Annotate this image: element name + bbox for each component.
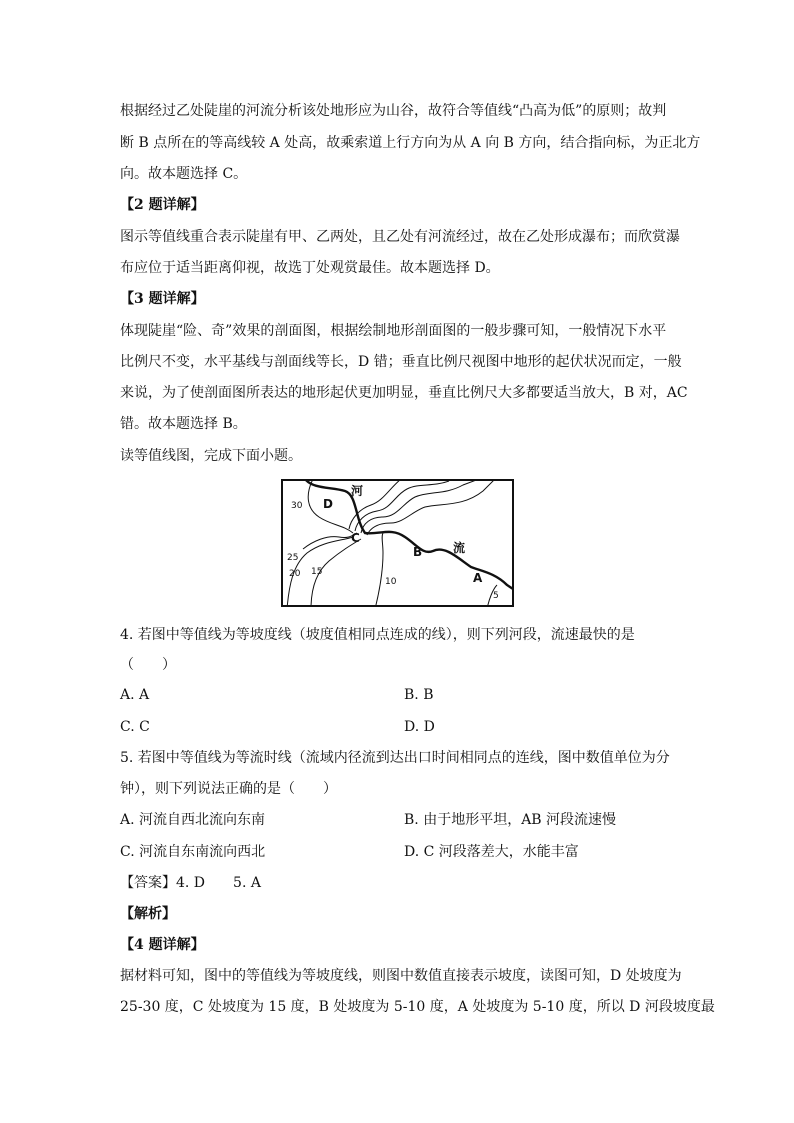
river-line bbox=[305, 481, 514, 591]
paragraph-4-line-2: 25-30 度，C 处坡度为 15 度，B 处坡度为 5-10 度，A 处坡度为 5-10 度，所以 D 河段坡度最 bbox=[120, 999, 715, 1015]
heading-q2-explanation: 【2 题详解】 bbox=[120, 197, 205, 213]
label-contour-10: 10 bbox=[385, 577, 397, 587]
paragraph-2-line-1: 图示等值线重合表示陡崖有甲、乙两处，且乙处有河流经过，故在乙处形成瀑布；而欣赏瀑 bbox=[120, 229, 680, 245]
q4-option-a: A. A bbox=[120, 687, 150, 703]
paragraph-1-line-2: 断 B 点所在的等高线较 A 处高，故乘索道上行方向为从 A 向 B 方向，结合指向标，为正北方 bbox=[120, 135, 701, 151]
q5-option-d: D. C 河段落差大，水能丰富 bbox=[404, 844, 579, 860]
label-point-d: D bbox=[323, 497, 333, 511]
q4-stem-line-1: 4. 若图中等值线为等坡度线（坡度值相同点连成的线），则下列河段，流速最快的是 bbox=[120, 627, 635, 643]
label-river-he: 河 bbox=[351, 484, 364, 498]
label-contour-30: 30 bbox=[291, 501, 303, 511]
paragraph-2-line-2: 布应位于适当距离仰视，故选丁处观赏最佳。故本题选择 D。 bbox=[120, 260, 500, 276]
paragraph-1-line-3: 向。故本题选择 C。 bbox=[120, 166, 248, 182]
contour-10 bbox=[375, 533, 383, 607]
label-contour-5: 5 bbox=[493, 591, 499, 601]
contour-upper-3 bbox=[367, 481, 495, 535]
paragraph-3-line-3: 来说，为了使剖面图所表达的地形起伏更加明显，垂直比例尺大多都要适当放大，B 对，AC bbox=[120, 385, 688, 401]
contour-lines bbox=[283, 481, 514, 607]
q5-option-a: A. 河流自西北流向东南 bbox=[120, 812, 266, 828]
q5-option-b: B. 由于地形平坦，AB 河段流速慢 bbox=[404, 812, 617, 828]
q4-option-d: D. D bbox=[404, 719, 435, 735]
paragraph-4-line-1: 据材料可知，图中的等值线为等坡度线，则图中数值直接表示坡度，读图可知，D 处坡度为 bbox=[120, 968, 682, 984]
answer-line: 【答案】4. D 5. A bbox=[120, 875, 261, 891]
q5-stem-line-1: 5. 若图中等值线为等流时线（流域内径流到达出口时间相同点的连线，图中数值单位为分 bbox=[120, 750, 670, 766]
figure-intro: 读等值线图，完成下面小题。 bbox=[120, 448, 302, 464]
label-contour-25: 25 bbox=[287, 553, 299, 563]
q5-option-c: C. 河流自东南流向西北 bbox=[120, 844, 266, 860]
label-contour-20: 20 bbox=[289, 569, 301, 579]
paragraph-3-line-4: 错。故本题选择 B。 bbox=[120, 416, 247, 432]
label-river-liu: 流 bbox=[453, 541, 466, 555]
paragraph-3-line-2: 比例尺不变，水平基线与剖面线等长，D 错；垂直比例尺视图中地形的起伏状况而定，一般 bbox=[120, 354, 682, 370]
analysis-heading: 【解析】 bbox=[120, 906, 176, 922]
label-point-b: B bbox=[413, 545, 423, 559]
heading-q3-explanation: 【3 题详解】 bbox=[120, 291, 205, 307]
label-contour-15: 15 bbox=[311, 567, 323, 577]
paragraph-3-line-1: 体现陡崖“险、奇”效果的剖面图，根据绘制地形剖面图的一般步骤可知，一般情况下水平 bbox=[120, 323, 667, 339]
q4-stem-line-2: （ ） bbox=[120, 657, 176, 673]
paragraph-1-line-1: 根据经过乙处陡崖的河流分析该处地形应为山谷，故符合等值线“凸高为低”的原则；故判 bbox=[120, 103, 667, 119]
q4-option-c: C. C bbox=[120, 719, 150, 735]
contour-map-figure bbox=[281, 479, 514, 607]
label-point-a: A bbox=[473, 571, 483, 585]
label-point-c: C bbox=[351, 531, 360, 545]
q5-stem-line-2: 钟），则下列说法正确的是（ ） bbox=[120, 781, 337, 797]
q4-option-b: B. B bbox=[404, 687, 434, 703]
heading-q4-explanation: 【4 题详解】 bbox=[120, 937, 205, 953]
